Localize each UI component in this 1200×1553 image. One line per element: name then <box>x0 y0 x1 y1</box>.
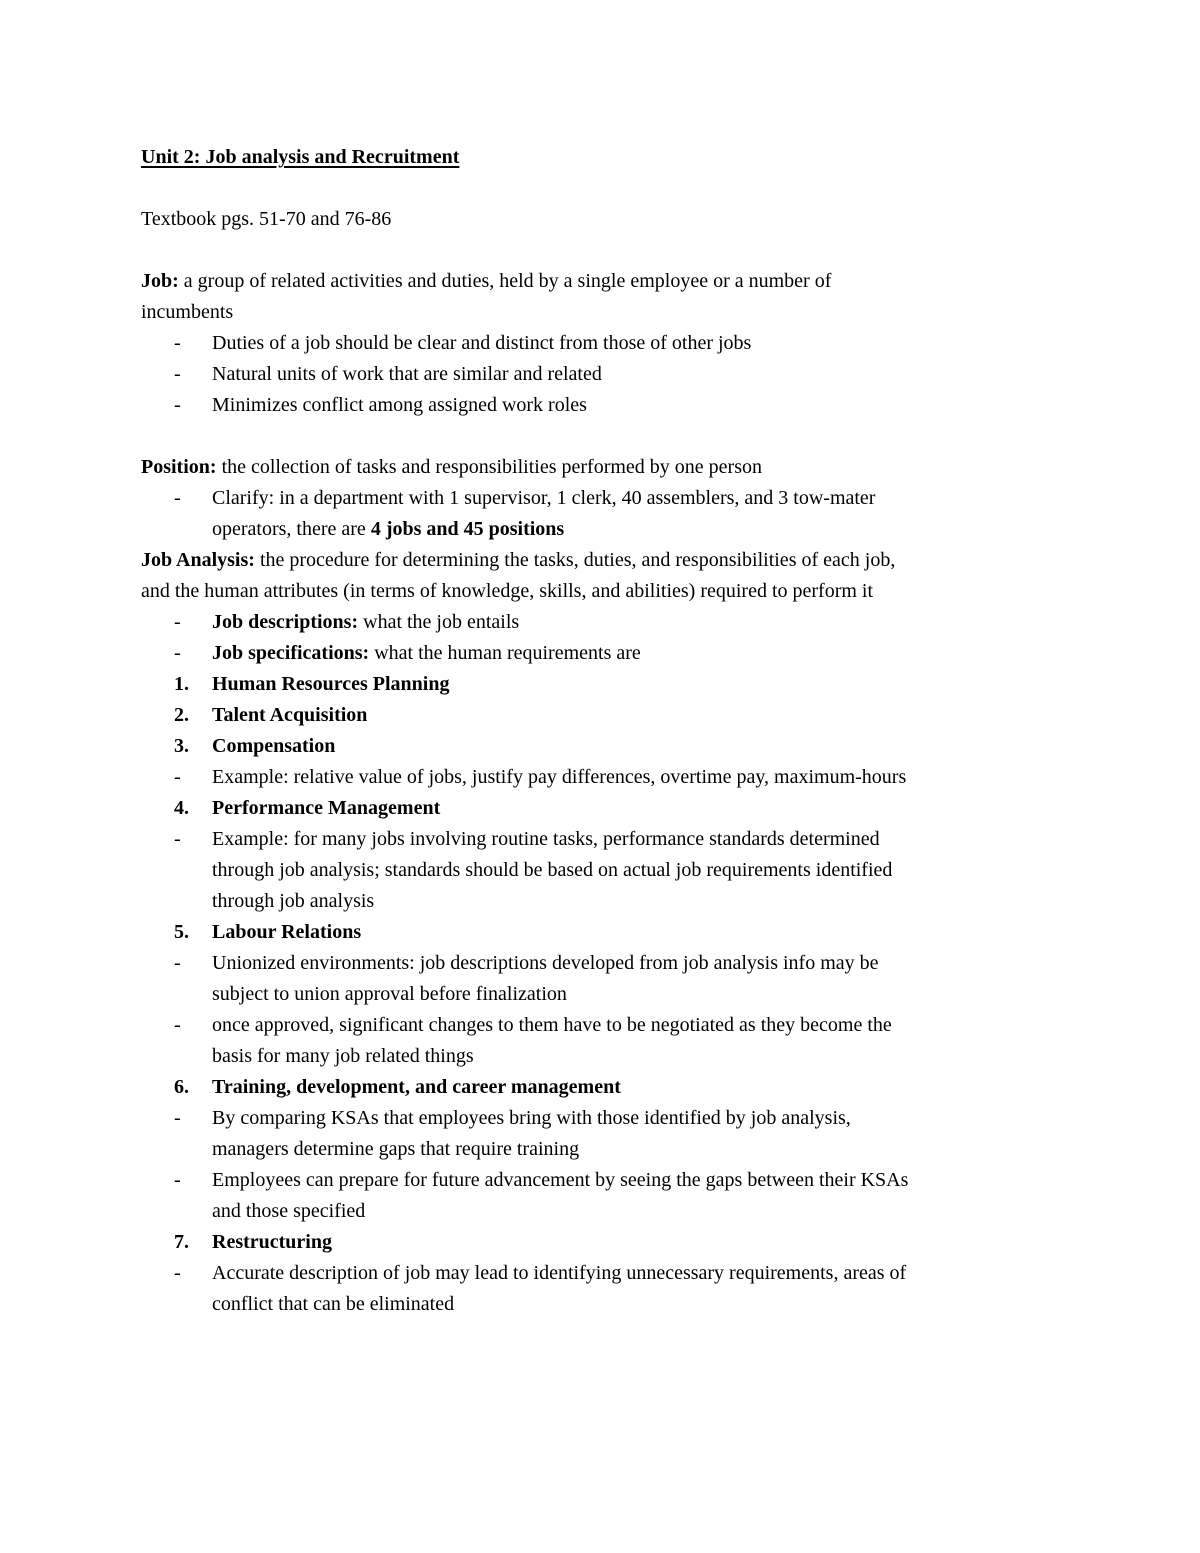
job-definition <box>141 266 1041 297</box>
numbered-heading-text: Human Resources Planning <box>212 673 450 695</box>
numbered-heading-text: Restructuring <box>212 1231 332 1253</box>
list-item-continued <box>141 1134 1041 1165</box>
position-term: Position: <box>141 456 217 478</box>
number-marker: 1. <box>174 673 189 695</box>
number-marker: 7. <box>174 1231 189 1253</box>
number-marker: 2. <box>174 704 189 726</box>
list-item-text: Accurate description of job may lead to identifying unnecessary requirements, areas of <box>212 1262 907 1284</box>
dash-marker: - <box>174 1014 181 1036</box>
number-marker: 3. <box>174 735 189 757</box>
dash-marker: - <box>174 642 181 664</box>
number-marker: 4. <box>174 797 189 819</box>
list-item-emphasis: 4 jobs and 45 positions <box>370 518 565 540</box>
numbered-heading <box>141 917 1041 948</box>
list-item-text: through job analysis <box>212 890 375 912</box>
number-marker: 5. <box>174 921 189 943</box>
list-item-text: Example: relative value of jobs, justify pay differences, overtime pay, maximum-hours <box>212 766 907 788</box>
dash-marker: - <box>174 332 181 354</box>
list-item-text: subject to union approval before finalization <box>212 983 567 1005</box>
dash-marker: - <box>174 766 181 788</box>
list-item-term: Job descriptions: <box>212 611 359 633</box>
list-item-text: Natural units of work that are similar and related <box>212 363 602 385</box>
numbered-heading <box>141 669 1041 700</box>
list-item-continued <box>141 1289 1041 1320</box>
job-term: Job: <box>141 270 179 292</box>
dash-marker: - <box>174 611 181 633</box>
list-item-continued <box>141 1041 1041 1072</box>
position-definition-text: the collection of tasks and responsibilities performed by one person <box>216 456 762 478</box>
job-definition-text: a group of related activities and duties, held by a single employee or a number of <box>178 270 832 292</box>
job-analysis-definition-continued: and the human attributes (in terms of knowledge, skills, and abilities) required to perform it <box>141 580 874 602</box>
textbook-reference: Textbook pgs. 51-70 and 76-86 <box>141 208 392 230</box>
list-item-text: managers determine gaps that require training <box>212 1138 580 1160</box>
numbered-heading <box>141 1072 1041 1103</box>
dash-marker: - <box>174 828 181 850</box>
list-item <box>141 390 1041 421</box>
numbered-heading <box>141 1227 1041 1258</box>
dash-marker: - <box>174 1107 181 1129</box>
numbered-heading-text: Talent Acquisition <box>212 704 368 726</box>
job-analysis-definition-text: the procedure for determining the tasks, duties, and responsibilities of each job, <box>254 549 896 571</box>
list-item-text: Minimizes conflict among assigned work roles <box>212 394 587 416</box>
dash-marker: - <box>174 363 181 385</box>
list-item-text: what the job entails <box>358 611 520 633</box>
list-item-text: basis for many job related things <box>212 1045 474 1067</box>
dash-marker: - <box>174 394 181 416</box>
list-item-term: Job specifications: <box>212 642 370 664</box>
dash-marker: - <box>174 487 181 509</box>
list-item <box>141 483 1041 514</box>
document-page <box>141 142 1041 1320</box>
numbered-heading <box>141 793 1041 824</box>
number-marker: 6. <box>174 1076 189 1098</box>
list-item <box>141 359 1041 390</box>
list-item-continued <box>141 514 1041 545</box>
spacer <box>141 173 1041 204</box>
dash-marker: - <box>174 1169 181 1191</box>
numbered-heading <box>141 731 1041 762</box>
list-item-text: through job analysis; standards should be based on actual job requirements identified <box>212 859 893 881</box>
numbered-heading <box>141 700 1041 731</box>
list-item <box>141 1010 1041 1041</box>
list-item <box>141 1165 1041 1196</box>
list-item <box>141 638 1041 669</box>
list-item-continued <box>141 979 1041 1010</box>
list-item <box>141 824 1041 855</box>
job-analysis-term: Job Analysis: <box>141 549 255 571</box>
job-definition-continued: incumbents <box>141 301 234 323</box>
list-item <box>141 948 1041 979</box>
list-item-continued <box>141 1196 1041 1227</box>
spacer <box>141 421 1041 452</box>
list-item-text: once approved, significant changes to them have to be negotiated as they become the <box>212 1014 892 1036</box>
numbered-list <box>141 669 1041 1320</box>
list-item-text: Duties of a job should be clear and distinct from those of other jobs <box>212 332 752 354</box>
numbered-heading-text: Compensation <box>212 735 336 757</box>
list-item-continued <box>141 855 1041 886</box>
dash-marker: - <box>174 952 181 974</box>
list-item-text: and those specified <box>212 1200 366 1222</box>
dash-marker: - <box>174 1262 181 1284</box>
list-item-text: operators, there are <box>212 518 371 540</box>
list-item-text: what the human requirements are <box>369 642 641 664</box>
spacer <box>141 235 1041 266</box>
numbered-heading-text: Training, development, and career management <box>212 1076 621 1098</box>
list-item <box>141 328 1041 359</box>
list-item <box>141 762 1041 793</box>
list-item-text: Employees can prepare for future advancement by seeing the gaps between their KSAs <box>212 1169 909 1191</box>
numbered-heading-text: Labour Relations <box>212 921 362 943</box>
list-item-continued <box>141 886 1041 917</box>
list-item-text: Unionized environments: job descriptions developed from job analysis info may be <box>212 952 879 974</box>
list-item <box>141 1103 1041 1134</box>
list-item <box>141 607 1041 638</box>
list-item-text: By comparing KSAs that employees bring with those identified by job analysis, <box>212 1107 851 1129</box>
numbered-heading-text: Performance Management <box>212 797 441 819</box>
list-item-text: conflict that can be eliminated <box>212 1293 455 1315</box>
position-definition <box>141 452 1041 483</box>
list-item-text: Example: for many jobs involving routine tasks, performance standards determined <box>212 828 880 850</box>
job-analysis-definition <box>141 545 1041 576</box>
list-item <box>141 1258 1041 1289</box>
page-title: Unit 2: Job analysis and Recruitment <box>141 146 460 168</box>
list-item-text: Clarify: in a department with 1 supervisor, 1 clerk, 40 assemblers, and 3 tow-mater <box>212 487 876 509</box>
